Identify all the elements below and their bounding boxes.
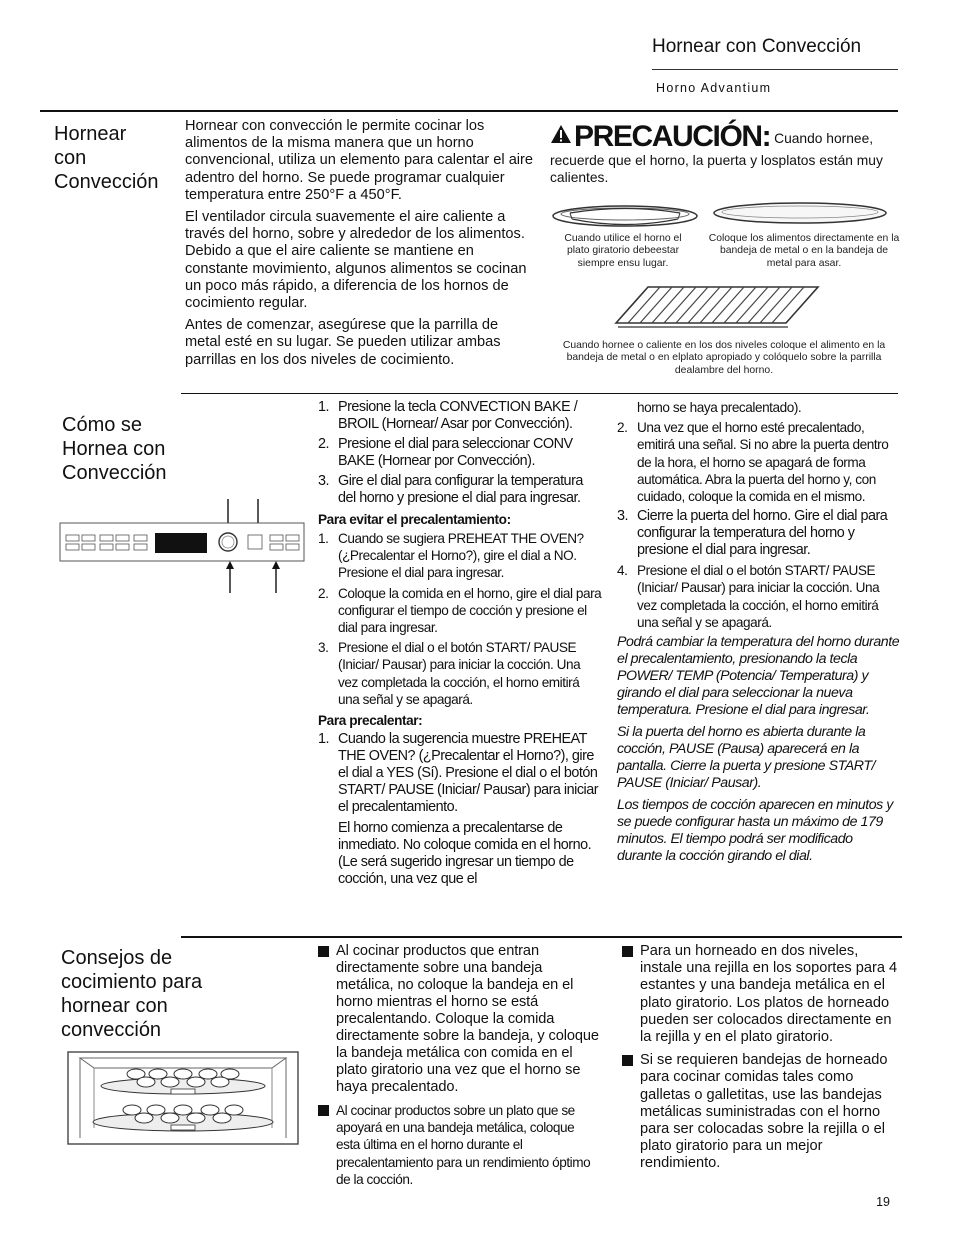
caution-text-rest: recuerde que el horno, la puerta y losplatos están muy calientes.	[550, 153, 883, 186]
tray-illustration	[710, 200, 890, 230]
list-item	[617, 508, 901, 559]
step-number: 1.	[318, 399, 330, 415]
section3-title	[61, 946, 202, 1042]
section-divider-low	[181, 936, 902, 938]
step-continuation: horno se haya precalentado).	[637, 400, 802, 415]
step-text: Cuando se sugiera PREHEAT THE OVEN? (¿Precalentar el Horno?), gire el dial a NO. Presione el dial para ingresar.	[338, 531, 584, 581]
step-text: Presione el dial o el botón START/ PAUSE (Iniciar/ Pausar) para iniciar la cocción. Una vez completada la cocción, el horno emitirá una señal y se apagará.	[637, 563, 880, 630]
section1-title-line: con	[54, 147, 87, 169]
steps-col2-list	[617, 419, 901, 631]
step-text: Cierre la puerta del horno. Gire el dial para configurar la temperatura del horno y presione el dial para ingresar.	[637, 508, 888, 559]
list-item	[622, 1052, 898, 1172]
list-item	[318, 585, 603, 637]
wire-rack-illustration	[612, 283, 822, 331]
step-number: 4.	[617, 563, 628, 579]
caution-label: PRECAUCIÓN:	[574, 120, 771, 153]
step-number: 1.	[318, 731, 330, 748]
section3-column1	[318, 943, 600, 1194]
header-divider	[652, 69, 898, 70]
step-number: 2.	[318, 585, 329, 601]
section2-column2	[617, 399, 901, 870]
warning-triangle-icon	[550, 124, 572, 148]
tips-list-right	[622, 943, 898, 1173]
list-item	[318, 436, 603, 470]
section1-paragraph: Hornear con convección le permite cocinar los alimentos de la misma manera que un horno convencional, utiliza un elemento para calentar el aire adentro del horno. Se puede programar cualquier temperatura entre 250°F a 450°F.	[185, 118, 534, 203]
section2-title-line: Hornea con	[62, 438, 166, 460]
section3-title-line: hornear con	[61, 995, 168, 1017]
list-item	[318, 473, 603, 507]
note-paragraph: Podrá cambiar la temperatura del horno durante el precalentamiento, presionando la tecla POWER/ TEMP (Potencia/ Temperatura) y girando el dial para seleccionar la nueva temperatura. Presione el dial para ingresar.	[617, 634, 900, 719]
list-item	[318, 639, 603, 708]
control-panel-illustration	[58, 497, 308, 593]
list-item	[318, 731, 603, 888]
caption-tray: Coloque los alimentos directamente en la bandeja de metal o en la bandeja de metal para asar.	[708, 233, 900, 269]
section3-title-line: Consejos de	[61, 947, 173, 969]
step-number: 3.	[318, 473, 330, 489]
caption-rack: Cuando hornee o caliente en los dos niveles coloque el alimento en la bandeja de metal o en elplato apropiado y colóquelo sobre la parrilla dealambre del horno.	[562, 340, 886, 376]
list-item	[617, 562, 901, 631]
step-text: Una vez que el horno esté precalentado, emitirá una señal. Si no abre la puerta dentro de la hora, el horno se apagará de forma automática. Abra la puerta del horno y, con cuidado, coloque la comida en el mismo.	[637, 420, 889, 505]
steps-main-list	[318, 399, 603, 507]
page-header-subtitle: Horno Advantium	[656, 81, 772, 95]
section1-body	[185, 118, 535, 374]
section1-title-line: Hornear	[54, 123, 127, 145]
tip-text: Para un horneado en dos niveles, instale una rejilla en los soportes para 4 estantes y una bandeja metálica en el plato giratorio. Los platos de horneado pueden ser colocados directamente en la rejilla y en el plato giratorio.	[640, 943, 898, 1046]
preheat-heading: Para precalentar:	[318, 713, 423, 729]
steps-avoid-list	[318, 530, 603, 708]
steps-preheat-list	[318, 731, 603, 888]
section1-title-line: Convección	[54, 171, 159, 193]
section1-paragraph: Antes de comenzar, asegúrese que la parrilla de metal esté en su lugar. Se pueden utilizar ambas parrillas en los dos niveles de cocimiento.	[185, 317, 501, 368]
step-text: Cuando la sugerencia muestre PREHEAT THE OVEN? (¿Precalentar el Horno?), gire el dial a YES (Sí). Presione el dial o el botón START/ PAUSE (Iniciar/ Pausar) para iniciar el precalentamiento.	[338, 731, 599, 816]
page-header-title: Hornear con Convección	[652, 36, 862, 57]
step-number: 3.	[617, 508, 629, 525]
list-item	[318, 943, 600, 1096]
section1-paragraph: El ventilador circula suavemente el aire caliente a través del horno, sobre y alrededor de los alimentos. Debido a que el aire caliente se mantiene en constante movimiento, algunos alimentos se cocinan un poco más rápido, a diferencia de los hornos de cocimiento regular.	[185, 209, 527, 312]
step-text: Presione el dial para seleccionar CONV BAKE (Hornear por Convección).	[338, 436, 573, 469]
step-text: Coloque la comida en el horno, gire el dial para configurar el tiempo de cocción y presione el dial para ingresar.	[338, 585, 602, 636]
step-number: 2.	[318, 436, 330, 452]
tip-text: Al cocinar productos que entran directamente sobre una bandeja metálica, no coloque la bandeja en el horno mientras el horno se está precalentando. Coloque la comida directamente sobre la bandeja, y coloque la bandeja metálica con comida en el plato giratorio una vez que el horno se haya precalentado.	[336, 943, 599, 1095]
tip-text: Al cocinar productos sobre un plato que se apoyará en una bandeja metálica, coloque esta última en el horno durante el precalentamiento para un rendimiento óptimo de la cocción.	[336, 1103, 591, 1187]
section2-title	[62, 413, 167, 485]
list-item	[318, 530, 603, 582]
tip-text: Si se requieren bandejas de horneado para cocinar comidas tales como galletas o galletitas, use las bandejas metálicas suministradas con el horno para ser colocadas sobre la rejilla o el plato giratorio para un mejor rendimiento.	[640, 1052, 888, 1172]
step-number: 3.	[318, 640, 329, 656]
list-item	[318, 399, 603, 433]
step-text-continued: El horno comienza a precalentarse de inmediato. No coloque comida en el horno. (Le será sugerido ingresar un tiempo de cocción, una vez que el	[338, 820, 592, 888]
avoid-preheat-heading: Para evitar el precalentamiento:	[318, 512, 511, 527]
list-item	[617, 419, 901, 505]
section3-title-line: cocimiento para	[61, 971, 203, 993]
bullet-square-icon	[622, 946, 633, 957]
page-number: 19	[876, 1195, 890, 1209]
list-item	[622, 943, 898, 1046]
caption-turntable: Cuando utilice el horno el plato giratorio debeestar siempre ensu lugar.	[564, 233, 682, 269]
bullet-square-icon	[318, 946, 329, 957]
bullet-square-icon	[622, 1055, 633, 1066]
section-divider-top	[40, 110, 898, 112]
section3-column2	[622, 943, 898, 1179]
step-number: 2.	[617, 420, 628, 436]
section1-title	[54, 122, 159, 194]
bullet-square-icon	[318, 1105, 329, 1116]
note-paragraph: Si la puerta del horno es abierta durante la cocción, PAUSE (Pausa) aparecerá en la pantalla. Cierre la puerta y presione START/ PAUSE (Iniciar/ Pausar).	[617, 724, 876, 792]
note-paragraph: Los tiempos de cocción aparecen en minutos y se puede configurar hasta un máximo de 179 minutos. El tiempo podrá ser modificado durante la cocción girando el dial.	[617, 797, 893, 865]
turntable-illustration	[550, 200, 700, 235]
caution-text-first: Cuando hornee,	[774, 131, 874, 146]
step-text: Presione la tecla CONVECTION BAKE / BROIL (Hornear/ Asar por Convección).	[338, 399, 578, 432]
step-text: Presione el dial o el botón START/ PAUSE (Iniciar/ Pausar) para iniciar la cocción. Una vez completada la cocción, el horno emitirá una señal y se apagará.	[338, 640, 581, 707]
section2-title-line: Convección	[62, 462, 167, 484]
caution-notice	[550, 122, 910, 186]
oven-interior-illustration	[66, 1050, 300, 1146]
section-divider-mid	[181, 393, 898, 394]
step-text: Gire el dial para configurar la temperatura del horno y presione el dial para ingresar.	[338, 473, 583, 506]
tips-list-left	[318, 943, 600, 1188]
section2-column1	[318, 399, 603, 891]
step-number: 1.	[318, 531, 329, 546]
section3-title-line: convección	[61, 1019, 162, 1041]
section2-title-line: Cómo se	[62, 414, 143, 436]
list-item	[318, 1102, 600, 1188]
